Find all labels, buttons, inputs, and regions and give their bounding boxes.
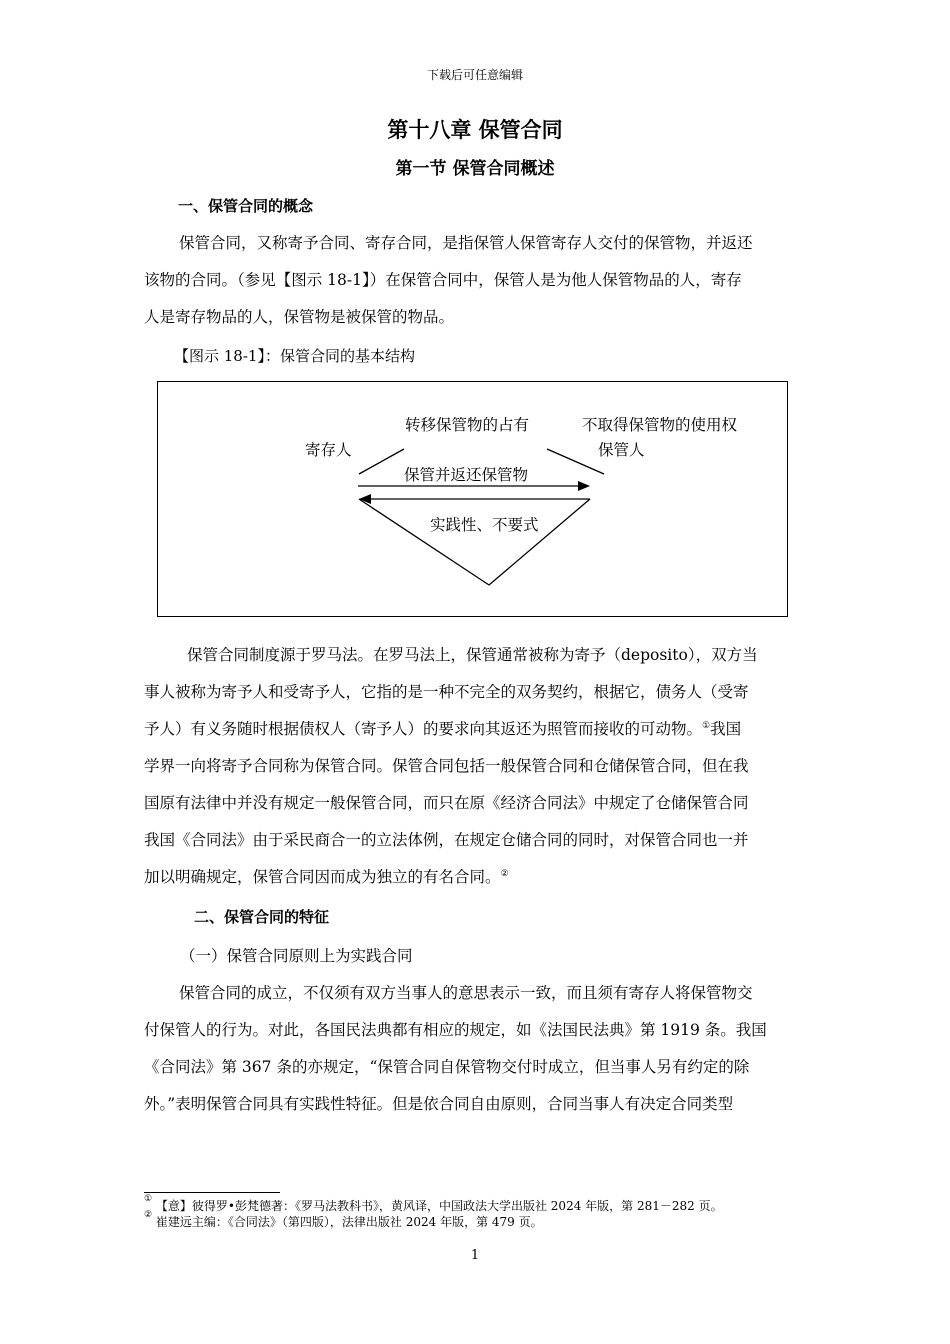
footnote-mark: ② (144, 1210, 153, 1220)
paragraph-line: 事人被称为寄予人和受寄予人，它指的是一种不完全的双务契约，根据它，债务人（受寄 (144, 683, 749, 701)
footnote-text: 崔建远主编：《合同法》（第四版），法律出版社 2024 年版，第 479 页。 (155, 1215, 543, 1229)
no-use-label: 不取得保管物的使用权 (582, 416, 738, 434)
page-number: 1 (470, 1248, 480, 1263)
paragraph-line: 外。”表明保管合同具有实践性特征。但是依合同自由原则，合同当事人有决定合同类型 (144, 1095, 734, 1113)
paragraph-concept (144, 225, 806, 336)
depositor-label: 寄存人 (305, 441, 352, 459)
line-text: 予人）有义务随时根据债权人（寄予人）的要求向其返还为照管而接收的可动物。 (144, 720, 703, 738)
return-label: 保管并返还保管物 (404, 466, 529, 484)
paragraph-origin (144, 637, 806, 896)
paragraph-line: 该物的合同。（参见【图示 18-1】）在保管合同中，保管人是为他人保管物品的人，寄存 (144, 271, 742, 289)
triangle-outline (359, 499, 590, 585)
left-slash (359, 449, 404, 474)
footnote-ref-2[interactable]: ② (500, 869, 509, 879)
paragraph-line: 《合同法》第 367 条的亦规定，“保管合同自保管物交付时成立，但当事人另有约定的除 (144, 1058, 750, 1076)
footnote-text: 【意】彼得罗•彭梵德著：《罗马法教科书》，黄风译，中国政法大学出版社 2024 年版，第 281－282 页。 (155, 1199, 723, 1213)
paragraph-line: 人是寄存物品的人，保管物是被保管的物品。 (144, 308, 455, 326)
structure-diagram (157, 381, 788, 617)
custodian-label: 保管人 (598, 441, 645, 459)
transfer-label: 转移保管物的占有 (405, 416, 530, 434)
paragraph-line: 我国《合同法》由于采民商合一的立法体例，在规定仓储合同的同时，对保管合同也一并 (144, 831, 749, 849)
page-header: 下载后可任意编辑 (426, 68, 523, 82)
right-slash (547, 449, 604, 474)
chapter-title: 第十八章 保管合同 (387, 118, 563, 142)
paragraph-line: 保管合同制度源于罗马法。在罗马法上，保管通常被称为寄予（deposito），双方当 (187, 646, 758, 664)
footnote-2 (144, 1210, 543, 1230)
paragraph-line: 保管合同的成立，不仅须有双方当事人的意思表示一致，而且须有寄存人将保管物交 (179, 984, 753, 1002)
arrow-head-right (578, 481, 590, 491)
paragraph-line: 国原有法律中并没有规定一般保管合同，而只在原《经济合同法》中规定了仓储保管合同 (144, 794, 749, 812)
heading-concept: 一、保管合同的概念 (178, 197, 314, 215)
paragraph-line (144, 711, 806, 748)
figure-caption: 【图示 18-1】：保管合同的基本结构 (174, 347, 415, 365)
paragraph-line: 学界一向将寄予合同称为保管合同。保管合同包括一般保管合同和仓储保管合同，但在我 (144, 757, 749, 775)
paragraph-practical (144, 975, 806, 1123)
paragraph-line (144, 859, 806, 896)
footnote-1 (144, 1194, 723, 1214)
footnote-divider (144, 1192, 280, 1193)
heading-features: 二、保管合同的特征 (194, 908, 330, 926)
nature-label: 实践性、不要式 (430, 516, 539, 534)
paragraph-line: 保管合同，又称寄予合同、寄存合同，是指保管人保管寄存人交付的保管物，并返还 (179, 234, 753, 252)
paragraph-line: 付保管人的行为。对此，各国民法典都有相应的规定，如《法国民法典》第 1919 条。我国 (144, 1021, 767, 1039)
line-text: 我国 (710, 720, 742, 738)
section-title: 第一节 保管合同概述 (395, 159, 555, 179)
subheading-practical: （一）保管合同原则上为实践合同 (180, 947, 413, 965)
footnote-mark: ① (144, 1194, 153, 1204)
line-text: 加以明确规定，保管合同因而成为独立的有名合同。 (144, 868, 501, 886)
footnote-ref-1[interactable]: ① (702, 721, 711, 731)
